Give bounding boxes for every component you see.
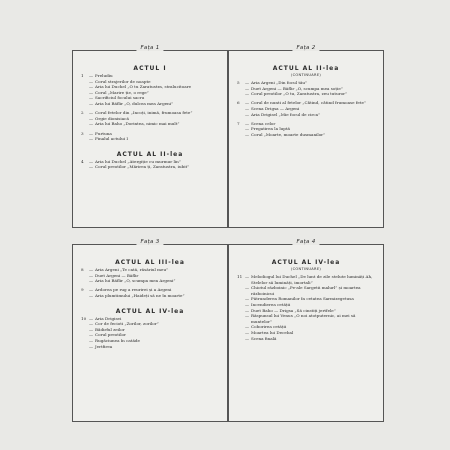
track-number: 8	[81, 267, 84, 272]
track-number: 11	[237, 274, 243, 279]
track-number	[81, 344, 89, 350]
dash-separator: —	[245, 307, 250, 313]
track-title: Scena Drigsa — Argeni	[251, 105, 300, 111]
dash-separator: —	[245, 131, 250, 137]
dash-separator: —	[89, 332, 94, 338]
block-gap	[81, 142, 219, 148]
track-title: Cor de fecioti „Zorilor, zorilor”	[95, 321, 159, 327]
track-number	[81, 293, 89, 299]
track-title: Moartea lui Decebal	[251, 329, 294, 335]
track-title: Aria lui Duchel „Atergiție cu murmur lin”	[95, 158, 181, 164]
track-title: Duet Argeni — Bäflir „O, scumpa mea soție”	[251, 85, 343, 91]
track-item	[237, 336, 375, 342]
track-number	[81, 164, 89, 170]
dash-separator: —	[89, 73, 94, 78]
act-title: ACTUL AL IV-lea	[271, 259, 341, 266]
panel-content	[73, 51, 227, 176]
dash-separator: —	[89, 326, 94, 332]
dash-separator: —	[245, 285, 250, 291]
track-title: Aria lui Baho „Dorintea, nimic mai mult”	[95, 121, 180, 127]
track-number: 5	[237, 80, 240, 85]
dash-separator: —	[89, 115, 94, 121]
track-title: Scena celor	[251, 120, 276, 126]
track-title: Aria Drigisei	[95, 315, 122, 321]
dash-separator: —	[245, 324, 250, 330]
dash-separator: —	[245, 335, 250, 341]
track-title: Sacrificiul focului sacru	[95, 95, 145, 101]
track-number	[237, 336, 245, 342]
continuation-note: (CONTINUARE)	[290, 73, 322, 77]
track-item	[81, 293, 219, 299]
dash-separator: —	[89, 78, 94, 84]
panel-content	[229, 245, 383, 347]
dash-separator: —	[89, 164, 94, 170]
panel-side-2	[228, 45, 384, 228]
track-title: Duet Argeni — Bäflir	[95, 272, 139, 278]
track-number	[81, 278, 89, 284]
track-item	[81, 344, 219, 350]
panel-label: Fața 1	[136, 45, 163, 51]
dash-separator: —	[245, 91, 250, 97]
dash-separator: —	[89, 292, 94, 298]
dash-separator: —	[89, 100, 94, 106]
track-item	[81, 121, 219, 127]
track-title: Aria lui Bäflir „O, scumpa mea Argeni”	[95, 278, 176, 284]
track-title: Preludiu	[95, 73, 113, 78]
track-title: Aria lui Bäflir „O, dulcea mea Argeni”	[95, 100, 174, 106]
track-title: Pregatirea la luptă	[251, 126, 290, 132]
track-title: Aria Drigisel „Mie focul de circa”	[251, 111, 321, 117]
track-title: Rugăciunea în catăde	[95, 337, 140, 343]
dash-separator: —	[89, 136, 94, 142]
track-title: Corul preotilor „Mărirea ți, Zaratustra, iubit”	[95, 164, 190, 170]
dash-separator: —	[89, 321, 94, 327]
panel-side-1	[72, 45, 228, 228]
track-title: Melodiogul lui Duchel „De lunt de zile stelute luminăți Ah, Stelelor să luminăți, imortali”	[251, 274, 373, 285]
panel-content	[229, 51, 383, 144]
track-number: 3	[81, 130, 84, 136]
track-item	[81, 136, 219, 142]
track-number	[237, 132, 245, 138]
panel-label: Fața 3	[136, 239, 163, 245]
track-item	[81, 278, 219, 284]
dash-separator: —	[89, 272, 94, 278]
track-item	[237, 285, 375, 296]
track-title: Coborirea cetății	[251, 324, 287, 330]
track-number	[81, 121, 89, 127]
dash-separator: —	[245, 111, 250, 117]
track-number: 7	[237, 120, 240, 126]
dash-separator: —	[245, 329, 250, 335]
track-title: Corul „Marire ție, o rege”	[95, 89, 149, 95]
track-item	[237, 91, 375, 97]
dash-separator: —	[89, 158, 94, 164]
track-number: 4	[81, 158, 84, 164]
dash-separator: —	[245, 274, 250, 279]
track-title: Furtuna	[95, 130, 112, 136]
track-title: Finalul actului I	[95, 136, 128, 142]
act-title: ACTUL AL II-lea	[272, 65, 340, 72]
dash-separator: —	[245, 100, 250, 106]
track-title: Orgie dionisiacă	[95, 115, 129, 121]
track-number: 9	[81, 287, 84, 293]
track-number: 6	[237, 100, 240, 106]
track-number	[81, 136, 89, 142]
act-title: ACTUL AL III-lea	[115, 259, 185, 266]
track-title: Bâdirful zeilor	[95, 326, 125, 332]
panel-label: Fața 4	[292, 239, 319, 245]
track-title: Duet Baho — Drigsa „Să cinstiți jertfele”	[251, 307, 336, 313]
track-number: 2	[81, 110, 84, 116]
track-title: Pătrunderea Romanilor în cetatea Sarmizegetusa	[251, 296, 354, 302]
track-title: Corul preotilor	[95, 332, 126, 338]
track-item	[237, 274, 375, 285]
track-title: Scena finală	[251, 335, 277, 341]
track-title: Corul de nunti al fetelor „Câtind, câtind frumoase fete”	[251, 100, 366, 106]
dash-separator: —	[89, 89, 94, 95]
track-item	[237, 132, 375, 138]
dash-separator: —	[245, 313, 250, 319]
panel-side-4	[228, 239, 384, 422]
track-title: Corul fetelor din „Incoți, inimă, frumoasa fete”	[95, 110, 193, 116]
track-title: Corul preotilor „O tu, Zaratustra, zeu tuturor”	[251, 91, 348, 97]
dash-separator: —	[245, 85, 250, 91]
dash-separator: —	[89, 287, 94, 293]
dash-separator: —	[89, 278, 94, 284]
track-title: Corul „Moarte, moarte dusmanilor”	[251, 131, 326, 137]
track-item	[81, 164, 219, 170]
dash-separator: —	[245, 126, 250, 132]
dash-separator: —	[89, 343, 94, 349]
track-number	[237, 91, 245, 97]
track-title: Jertfirea	[95, 343, 113, 349]
dash-separator: —	[89, 315, 94, 321]
track-title: Chiotul războinic „Pe-ale Sargetii malurl” și moartea războinicui	[251, 285, 361, 296]
track-title: Răspunsul lui Venus „O noi atotputernic, ai mei să muntelor”	[251, 313, 356, 324]
dash-separator: —	[89, 267, 94, 272]
track-title: Aria Argeni „Te cată, răsăriul meu”	[95, 267, 169, 272]
track-item	[237, 313, 375, 324]
track-item	[81, 101, 219, 107]
dash-separator: —	[245, 105, 250, 111]
track-number	[237, 112, 245, 118]
dash-separator: —	[245, 80, 250, 85]
continuation-note: (CONTINUARE)	[290, 267, 322, 271]
track-number	[81, 101, 89, 107]
act-title: ACTUL AL II-lea	[116, 150, 184, 158]
dash-separator: —	[89, 95, 94, 101]
dash-separator: —	[245, 301, 250, 307]
dash-separator: —	[245, 120, 250, 126]
dash-separator: —	[89, 110, 94, 116]
track-title: Corul strajerilor de noapte	[95, 78, 151, 84]
track-number	[237, 313, 245, 324]
track-title: Incendierea cetății	[251, 301, 291, 307]
act-title: ACTUL AL IV-lea	[115, 307, 185, 315]
panel-label: Fața 2	[292, 45, 319, 51]
dash-separator: —	[89, 130, 94, 136]
track-number: 1	[81, 73, 84, 78]
track-item	[237, 112, 375, 118]
block-gap	[81, 299, 219, 305]
act-title: ACTUL I	[133, 65, 167, 72]
track-title: Aria plumtimului „Haideți să ne în moarte”	[95, 292, 185, 298]
dash-separator: —	[89, 337, 94, 343]
dash-separator: —	[245, 296, 250, 302]
track-number	[237, 285, 245, 296]
panel-content	[73, 245, 227, 355]
dash-separator: —	[89, 121, 94, 127]
dash-separator: —	[89, 84, 94, 90]
track-title: Aria Argeni „Din focul tău”	[251, 80, 308, 85]
track-title: Ardorea pe rug a reurirei și a Argeni	[95, 287, 172, 293]
panel-side-3	[72, 239, 228, 422]
track-number: 10	[81, 315, 87, 321]
track-title: Aria lui Duchel „O tu Zaratustra, stralucitoare	[95, 84, 192, 90]
